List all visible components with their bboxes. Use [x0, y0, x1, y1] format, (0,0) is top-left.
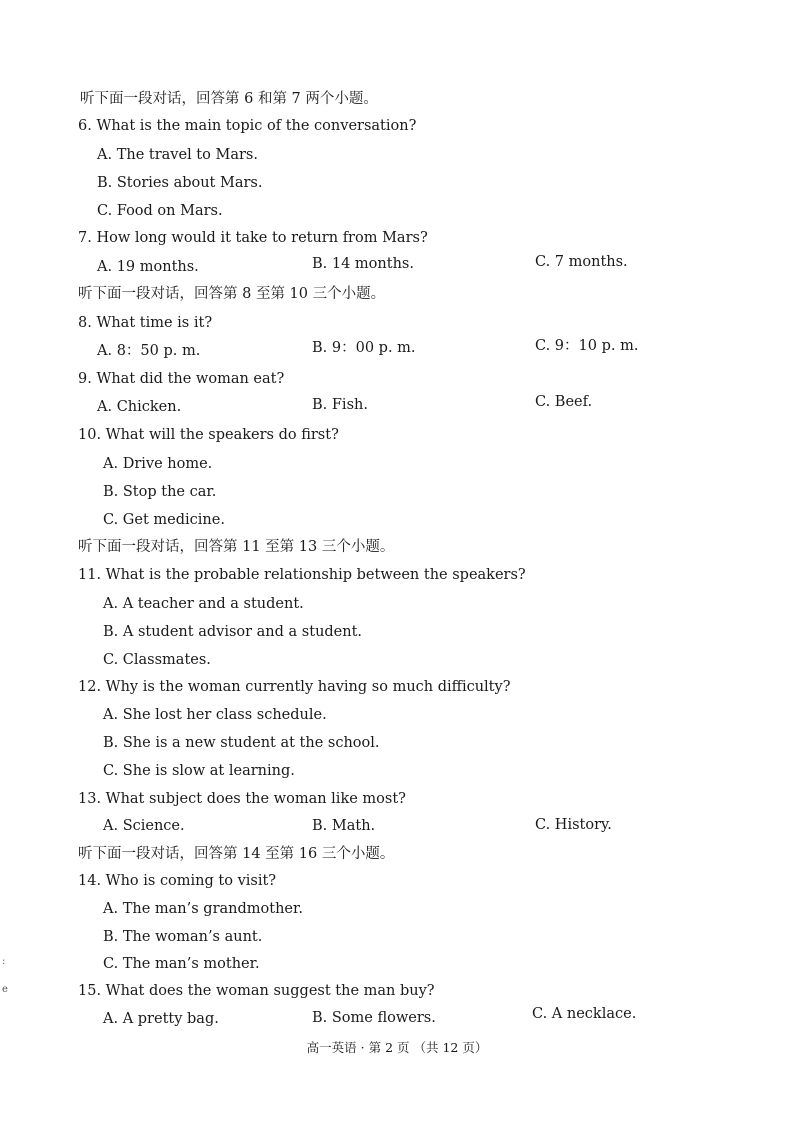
question-14-option-c: C. The man’s mother. [103, 956, 260, 972]
question-10-option-a: A. Drive home. [103, 456, 213, 472]
question-13-option-c: C. History. [535, 817, 612, 833]
section-instruction: 听下面一段对话，回答第 6 和第 7 两个小题。 [80, 91, 378, 107]
question-6-stem: 6. What is the main topic of the conversation? [78, 118, 417, 134]
question-8-option-a: A. 8：50 p. m. [97, 343, 201, 359]
question-12-option-c: C. She is slow at learning. [103, 763, 295, 779]
question-14-option-a: A. The man’s grandmother. [103, 901, 303, 917]
question-11-stem: 11. What is the probable relationship between the speakers? [78, 567, 526, 583]
question-10-option-b: B. Stop the car. [103, 484, 217, 500]
question-8-option-c: C. 9：10 p. m. [535, 338, 639, 354]
question-14-option-b: B. The woman’s aunt. [103, 929, 263, 945]
question-13-option-b: B. Math. [312, 818, 376, 834]
question-13-stem: 13. What subject does the woman like most? [78, 791, 406, 807]
question-10-stem: 10. What will the speakers do first? [78, 427, 339, 443]
question-15-option-b: B. Some flowers. [312, 1010, 436, 1026]
question-11-option-c: C. Classmates. [103, 652, 211, 668]
question-6-option-a: A. The travel to Mars. [97, 147, 258, 163]
question-12-option-b: B. She is a new student at the school. [103, 735, 380, 751]
question-15-option-a: A. A pretty bag. [103, 1011, 219, 1027]
question-11-option-a: A. A teacher and a student. [103, 596, 304, 612]
question-10-option-c: C. Get medicine. [103, 512, 225, 528]
question-7-option-c: C. 7 months. [535, 254, 628, 270]
question-9-option-a: A. Chicken. [97, 399, 182, 415]
question-13-option-a: A. Science. [103, 818, 185, 834]
question-8-stem: 8. What time is it? [78, 315, 213, 331]
question-6-option-c: C. Food on Mars. [97, 203, 223, 219]
question-7-option-b: B. 14 months. [312, 256, 414, 272]
question-15-option-c: C. A necklace. [532, 1006, 637, 1022]
question-8-option-b: B. 9：00 p. m. [312, 340, 416, 356]
section-instruction: 听下面一段对话，回答第 11 至第 13 三个小题。 [78, 539, 395, 555]
question-12-stem: 12. Why is the woman currently having so much difficulty? [78, 679, 511, 695]
section-instruction: 听下面一段对话，回答第 8 至第 10 三个小题。 [78, 286, 386, 302]
margin-mark: : [2, 956, 6, 967]
question-6-option-b: B. Stories about Mars. [97, 175, 263, 191]
question-7-stem: 7. How long would it take to return from Mars? [78, 230, 428, 246]
question-11-option-b: B. A student advisor and a student. [103, 624, 363, 640]
section-instruction: 听下面一段对话，回答第 14 至第 16 三个小题。 [78, 846, 395, 862]
question-14-stem: 14. Who is coming to visit? [78, 873, 277, 889]
question-7-option-a: A. 19 months. [97, 259, 199, 275]
question-9-stem: 9. What did the woman eat? [78, 371, 285, 387]
page-footer: 高一英语 · 第 2 页 （共 12 页） [306, 1040, 488, 1055]
question-9-option-c: C. Beef. [535, 394, 593, 410]
question-9-option-b: B. Fish. [312, 397, 368, 413]
margin-mark: e [2, 984, 8, 995]
question-12-option-a: A. She lost her class schedule. [103, 707, 327, 723]
question-15-stem: 15. What does the woman suggest the man buy? [78, 983, 435, 999]
